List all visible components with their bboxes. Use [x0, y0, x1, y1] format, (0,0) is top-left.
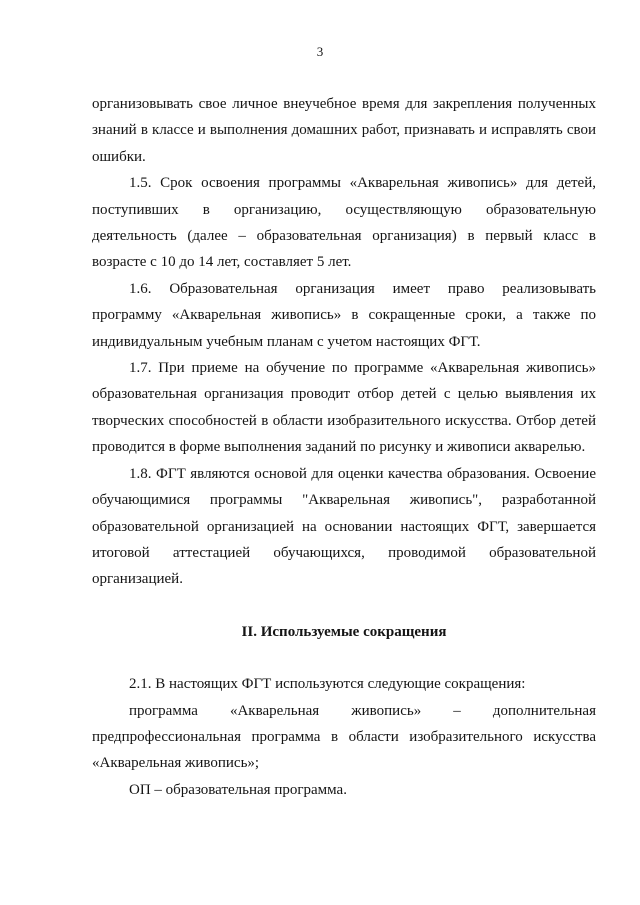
paragraph-1-8: 1.8. ФГТ являются основой для оценки качества образования. Освоение обучающимися программы "Акварельная живопись", разработанной образовательной организацией на основании настоящих ФГТ, завершается итоговой аттестацией обучающихся, проводимой образовательной организацией.	[92, 465, 596, 588]
paragraph-intro: организовывать свое личное внеучебное время для закрепления полученных знаний в классе и выполнения домашних работ, признавать и исправлять свои ошибки.	[92, 96, 596, 165]
abbreviation-program: программа «Акварельная живопись» – дополнительная предпрофессиональная программа в области изобразительного искусства «Акварельная живопись»;	[92, 702, 596, 772]
section-heading-abbreviations: II. Используемые сокращения	[241, 623, 447, 640]
paragraph-1-6: 1.6. Образовательная организация имеет право реализовывать программу «Акварельная живопись» в сокращенные сроки, а также по индивидуальным учебным планам с учетом настоящих ФГТ.	[92, 280, 596, 350]
paragraph-2-1: 2.1. В настоящих ФГТ используются следующие сокращения:	[129, 676, 526, 693]
paragraph-1-5: 1.5. Срок освоения программы «Акварельная живопись» для детей, поступивших в организацию, осуществляющую образовательную деятельность (далее – образовательная организация) в первый класс в возрасте с 10 до 14 лет, составляет 5 лет.	[92, 175, 596, 271]
document-body	[92, 91, 596, 803]
abbreviation-op: ОП – образовательная программа.	[129, 781, 347, 798]
page-number: 3	[316, 44, 324, 59]
paragraph-1-7: 1.7. При приеме на обучение по программе «Акварельная живопись» образовательная организация проводит отбор детей с целью выявления их творческих способностей в области изобразительного искусства. Отбор детей проводится в форме выполнения заданий по рисунку и живописи акварелью.	[92, 360, 596, 456]
